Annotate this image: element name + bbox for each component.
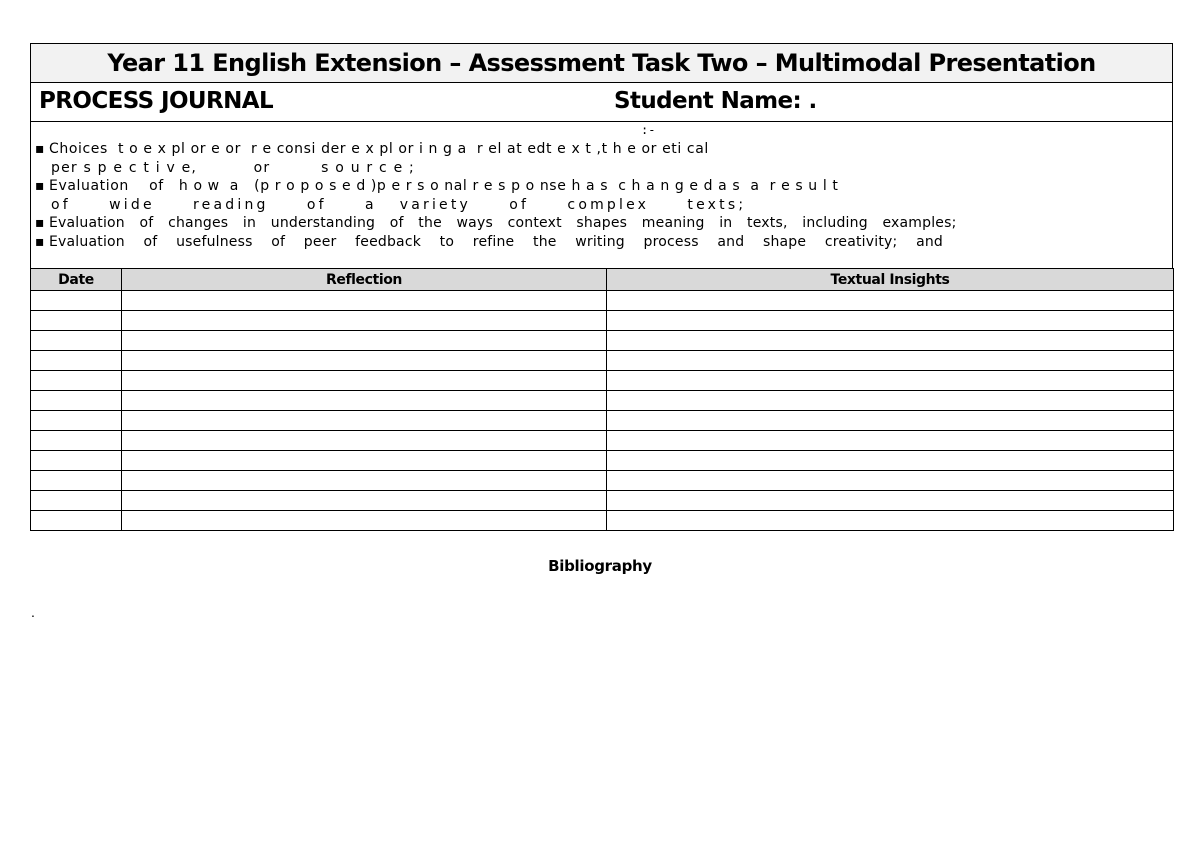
- textual-insights-cell[interactable]: [607, 371, 1174, 391]
- instruction-text: Evaluation of usefulness of peer feedback to refine the writing process and shape creativity; and: [49, 233, 944, 250]
- date-cell[interactable]: [31, 491, 122, 511]
- reflection-cell[interactable]: [122, 471, 607, 491]
- table-row: [31, 451, 1174, 471]
- instruction-text: Evaluation of changes in understanding of the ways context shapes meaning in texts, including examples;: [49, 215, 957, 231]
- date-cell[interactable]: [31, 391, 122, 411]
- instruction-line: [35, 177, 1170, 196]
- table-row: [31, 471, 1174, 491]
- table-row: [31, 491, 1174, 511]
- table-row: [31, 371, 1174, 391]
- table-row: [31, 331, 1174, 351]
- instruction-text: of wide reading of a variety of complex texts;: [51, 196, 747, 213]
- reflection-cell[interactable]: [122, 311, 607, 331]
- reflection-cell[interactable]: [122, 431, 607, 451]
- reflection-cell[interactable]: [122, 331, 607, 351]
- instruction-line: [35, 214, 1170, 233]
- column-header-reflection: Reflection: [122, 269, 607, 291]
- date-cell[interactable]: [31, 411, 122, 431]
- reflection-cell[interactable]: [122, 491, 607, 511]
- instruction-text: Choices t o e x pl or e or r e consi der e x pl or i n g a r el at edt e x t ,t h e or eti cal: [49, 141, 709, 157]
- date-cell[interactable]: [31, 511, 122, 531]
- date-cell[interactable]: [31, 351, 122, 371]
- instructions-box: [31, 122, 1173, 269]
- textual-insights-cell[interactable]: [607, 391, 1174, 411]
- date-cell[interactable]: [31, 471, 122, 491]
- table-row: [31, 431, 1174, 451]
- reflection-cell[interactable]: [122, 291, 607, 311]
- instruction-line: [35, 233, 1170, 252]
- reflection-cell[interactable]: [122, 451, 607, 471]
- page-title: Year 11 English Extension – Assessment Task Two – Multimodal Presentation: [31, 44, 1173, 83]
- journal-table: [30, 268, 1174, 531]
- bullet-icon: ▪: [35, 215, 45, 231]
- textual-insights-cell[interactable]: [607, 351, 1174, 371]
- table-row: [31, 291, 1174, 311]
- table-row: [31, 311, 1174, 331]
- date-cell[interactable]: [31, 431, 122, 451]
- date-cell[interactable]: [31, 331, 122, 351]
- reflection-cell[interactable]: [122, 371, 607, 391]
- table-row: [31, 511, 1174, 531]
- textual-insights-cell[interactable]: [607, 431, 1174, 451]
- date-cell[interactable]: [31, 311, 122, 331]
- instruction-line: [35, 140, 1170, 159]
- column-header-textual-insights: Textual Insights: [607, 269, 1174, 291]
- textual-insights-cell[interactable]: [607, 291, 1174, 311]
- journal-name-row: [31, 83, 1173, 122]
- table-header-row: [31, 269, 1174, 291]
- process-journal-label: PROCESS JOURNAL: [39, 88, 274, 114]
- date-cell[interactable]: [31, 451, 122, 471]
- textual-insights-cell[interactable]: [607, 451, 1174, 471]
- student-name-label: Student Name: .: [614, 88, 817, 114]
- bibliography-heading: Bibliography: [548, 557, 652, 575]
- date-cell[interactable]: [31, 371, 122, 391]
- reflection-cell[interactable]: [122, 511, 607, 531]
- journal-sheet: [30, 43, 1173, 531]
- instructions-colon: :-: [641, 123, 656, 137]
- textual-insights-cell[interactable]: [607, 331, 1174, 351]
- header-table: [30, 43, 1173, 269]
- instruction-text: Evaluation of h o w a (p r o p o s e d )p e r s o nal r e s p o nse h a s c h a n g e d a s a r e s u l t: [49, 178, 839, 194]
- bibliography-entry[interactable]: .: [31, 604, 35, 620]
- textual-insights-cell[interactable]: [607, 311, 1174, 331]
- bullet-icon: ▪: [35, 178, 45, 194]
- bullet-icon: ▪: [35, 141, 45, 157]
- table-row: [31, 391, 1174, 411]
- reflection-cell[interactable]: [122, 351, 607, 371]
- textual-insights-cell[interactable]: [607, 491, 1174, 511]
- textual-insights-cell[interactable]: [607, 471, 1174, 491]
- table-row: [31, 411, 1174, 431]
- table-row: [31, 351, 1174, 371]
- instructions-list: [35, 140, 1170, 251]
- textual-insights-cell[interactable]: [607, 411, 1174, 431]
- textual-insights-cell[interactable]: [607, 511, 1174, 531]
- column-header-date: Date: [31, 269, 122, 291]
- bullet-icon: ▪: [35, 233, 45, 250]
- instruction-line: [35, 196, 1170, 215]
- reflection-cell[interactable]: [122, 391, 607, 411]
- journal-table-body: [31, 291, 1174, 531]
- date-cell[interactable]: [31, 291, 122, 311]
- instruction-text: per s p e c t i v e, or s o u r c e ;: [51, 159, 415, 176]
- reflection-cell[interactable]: [122, 411, 607, 431]
- instruction-line: [35, 159, 1170, 178]
